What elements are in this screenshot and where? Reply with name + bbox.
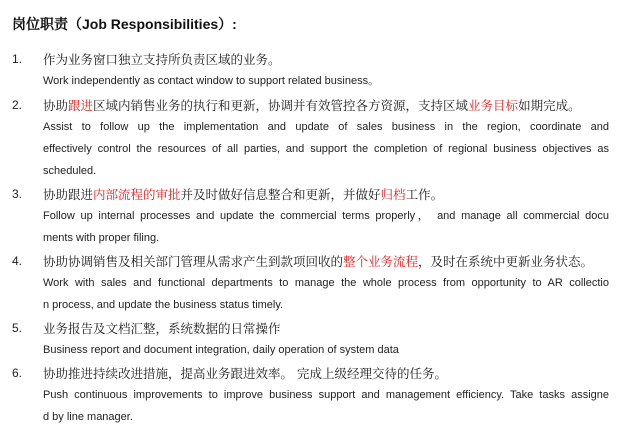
en-line: n process, and update the business status timely.: [43, 299, 284, 311]
zh-segment: 区域内销售业务的执行和更新，协调并有效管控各方资源，支持区域: [93, 98, 469, 113]
zh-segment: ，及时在系统中更新业务状态。: [418, 254, 594, 269]
zh-segment: 作为业务窗口独立支持所负责区域的业务。: [43, 52, 281, 67]
item-zh-text: [43, 364, 447, 382]
zh-highlight: 归档: [380, 187, 406, 202]
item-zh-text: [43, 50, 281, 68]
en-line: d by line manager.: [43, 411, 133, 423]
item-en-text: [43, 339, 609, 361]
zh-highlight: 跟进: [68, 98, 94, 113]
item-number: 2.: [12, 98, 23, 112]
item-en-text: [43, 384, 609, 428]
item-en-text: [43, 116, 609, 182]
item-en-text: [43, 205, 609, 249]
en-line: ments with proper filing.: [43, 232, 160, 244]
item-zh-text: [43, 96, 581, 114]
zh-highlight: 业务目标: [468, 98, 519, 113]
item-en-text: [43, 70, 609, 92]
item-number: 4.: [12, 254, 23, 268]
zh-highlight: 整个业务流程: [343, 254, 419, 269]
zh-highlight: 内部流程的审批: [93, 187, 181, 202]
en-line: scheduled.: [43, 165, 97, 177]
item-number: 3.: [12, 187, 23, 201]
section-heading: [12, 14, 237, 34]
item-number: 1.: [12, 52, 23, 66]
en-line: Push continuous improvements to improve business support and management efficiency. Take tasks assigne: [43, 389, 609, 401]
zh-segment: 工作。: [405, 187, 444, 202]
en-line: Assist to follow up the implementation and update of sales business in the region, coordinate and: [43, 121, 609, 133]
zh-segment: 协助: [43, 98, 69, 113]
heading-en: （Job Responsibilities）:: [68, 16, 237, 32]
en-line: Work with sales and functional departments to manage the whole process from opportunity to AR collectio: [43, 277, 609, 289]
zh-segment: 协助跟进: [43, 187, 94, 202]
item-en-text: [43, 272, 609, 316]
zh-segment: 业务报告及文档汇整，系统数据的日常操作: [43, 321, 281, 336]
zh-segment: 如期完成。: [518, 98, 581, 113]
zh-segment: 协助推进持续改进措施，提高业务跟进效率。 完成上级经理交待的任务。: [43, 366, 447, 381]
item-number: 5.: [12, 321, 23, 335]
en-line: effectively control the resources of all parties, and support the completion of regional business objectives as: [43, 143, 609, 155]
zh-segment: 并及时做好信息整合和更新，并做好: [180, 187, 381, 202]
en-line: Follow up internal processes and update the commercial terms properly， and manage all commercial docu: [43, 210, 609, 222]
item-zh-text: [43, 252, 593, 270]
item-zh-text: [43, 185, 443, 203]
zh-segment: 协助协调销售及相关部门管理从需求产生到款项回收的: [43, 254, 344, 269]
en-line: Work independently as contact window to support related business。: [43, 75, 380, 87]
item-number: 6.: [12, 366, 23, 380]
heading-zh: 岗位职责: [12, 17, 68, 33]
en-line: Business report and document integration, daily operation of system data: [43, 344, 399, 356]
item-zh-text: [43, 319, 281, 337]
